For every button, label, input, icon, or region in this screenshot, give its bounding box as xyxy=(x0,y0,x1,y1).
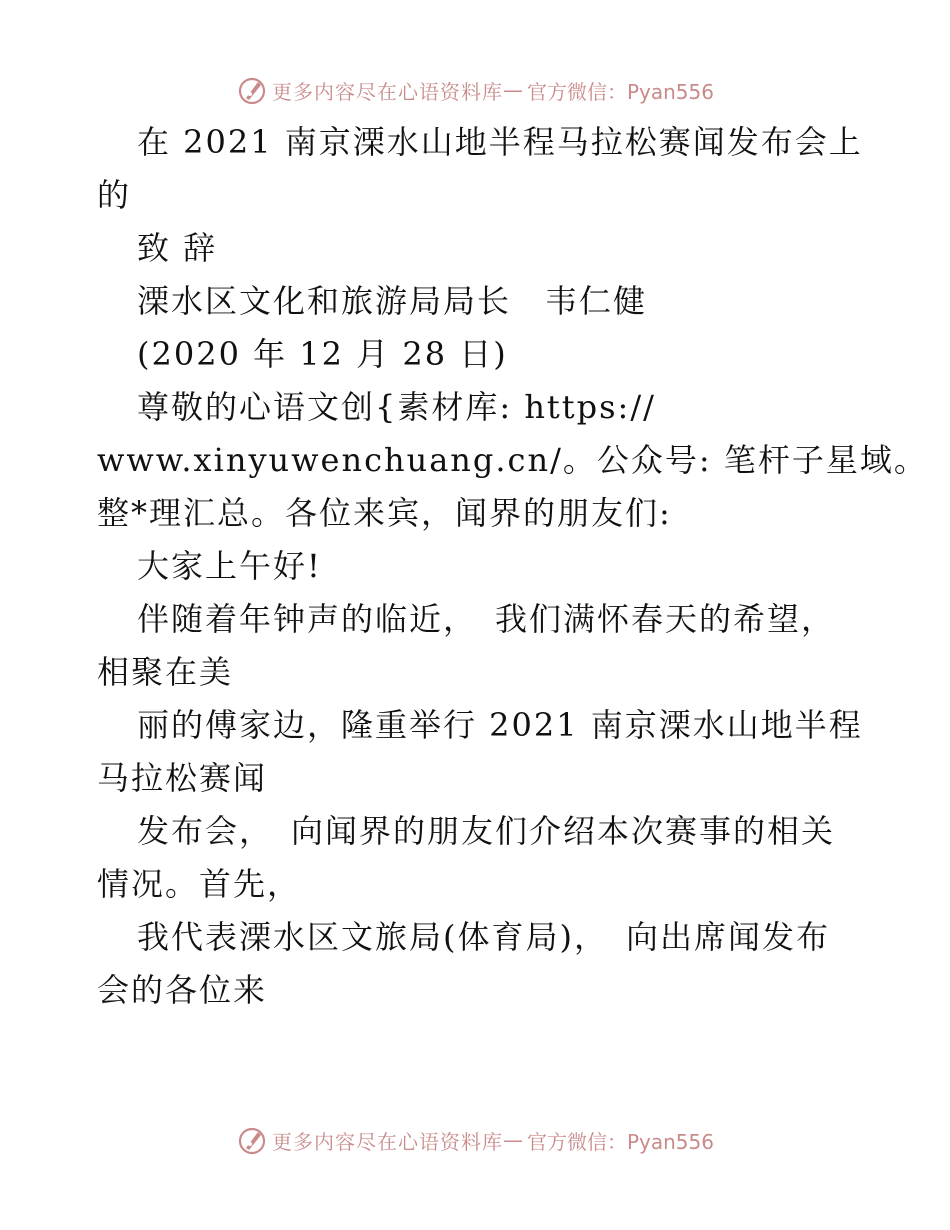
header-watermark xyxy=(0,70,950,110)
watermark-text: 更多内容尽在心语资料库 xyxy=(271,1129,503,1154)
watermark-text: 更多内容尽在心语资料库 xyxy=(271,79,503,104)
footer-watermark xyxy=(0,1120,950,1160)
text-line: 在 2021 南京溧水山地半程马拉松赛闻发布会上 xyxy=(137,123,863,161)
text-line: 我代表溧水区文旅局(体育局)， 向出席闻发布 xyxy=(137,918,830,956)
text-line: 会的各位来 xyxy=(97,971,268,1009)
text-line: 丽的傅家边，隆重举行 2021 南京溧水山地半程 xyxy=(137,706,863,744)
text-line: 发布会， 向闻界的朋友们介绍本次赛事的相关 xyxy=(137,812,836,850)
text-line: 情况。首先， xyxy=(97,865,302,903)
text-line: 的 xyxy=(97,176,132,214)
text-line: (2020 年 12 月 28 日) xyxy=(137,335,508,373)
document-body xyxy=(97,123,928,1027)
text-line: www.xinyuwenchuang.cn/。公众号: 笔杆子星域。 xyxy=(97,441,928,479)
watermark-dash: — xyxy=(502,78,523,102)
pen-nib-logo-icon xyxy=(236,1124,268,1156)
text-line: 溧水区文化和旅游局局长 韦仁健 xyxy=(137,282,648,320)
text-line: 大家上午好! xyxy=(137,547,322,585)
text-line: 尊敬的心语文创{素材库: https:// xyxy=(137,388,656,426)
text-line: 致 辞 xyxy=(137,229,218,267)
text-line: 整*理汇总。各位来宾，闻界的朋友们: xyxy=(97,494,672,532)
text-line: 伴随着年钟声的临近， 我们满怀春天的希望， xyxy=(137,600,836,638)
watermark-wechat: 官方微信：Pyan556 xyxy=(526,79,714,104)
text-line: 相聚在美 xyxy=(97,653,234,691)
pen-nib-logo-icon xyxy=(236,74,268,106)
watermark-dash: — xyxy=(502,1128,523,1152)
text-line: 马拉松赛闻 xyxy=(97,759,268,797)
watermark-wechat: 官方微信：Pyan556 xyxy=(526,1129,714,1154)
